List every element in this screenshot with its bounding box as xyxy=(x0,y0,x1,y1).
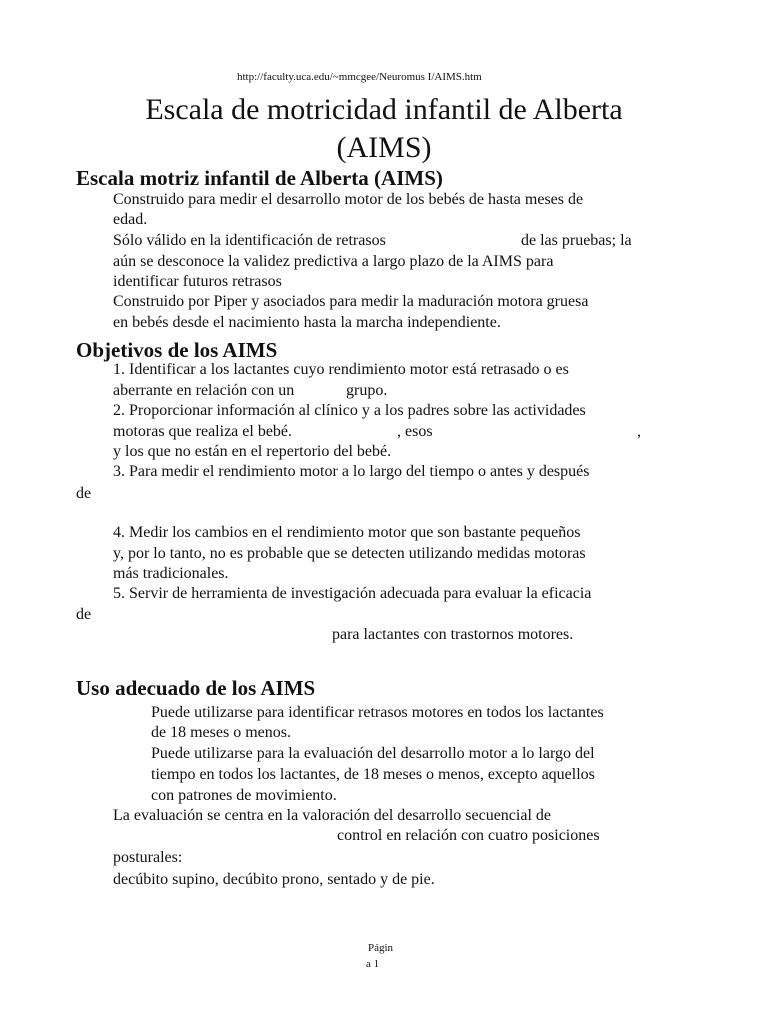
paragraph-line: decúbito supino, decúbito prono, sentado y de pie. xyxy=(113,871,435,888)
section-heading-escala: Escala motriz infantil de Alberta (AIMS) xyxy=(76,166,443,190)
list-item-line: 1. Identificar a los lactantes cuyo rendimiento motor está retrasado o es xyxy=(113,361,569,378)
paragraph-line: en bebés desde el nacimiento hasta la marcha independiente. xyxy=(113,314,501,331)
page-number-line-1: Págin xyxy=(368,942,394,954)
list-item-line: para lactantes con trastornos motores. xyxy=(332,626,574,643)
section-heading-uso: Uso adecuado de los AIMS xyxy=(76,676,316,700)
list-item-line: 3. Para medir el rendimiento motor a lo largo del tiempo o antes y después xyxy=(113,463,590,480)
list-item-line: y, por lo tanto, no es probable que se detecten utilizando medidas motoras xyxy=(113,545,586,562)
paragraph-line: identificar futuros retrasos xyxy=(113,273,282,290)
paragraph-line: aún se desconoce la validez predictiva a largo plazo de la AIMS para xyxy=(113,253,554,270)
page-number-line-2: a 1 xyxy=(366,958,380,970)
paragraph-line: de las pruebas; la xyxy=(521,232,632,249)
paragraph-line: Sólo válido en la identificación de retrasos xyxy=(113,232,386,249)
paragraph-line: edad. xyxy=(113,211,148,228)
list-item-line: de xyxy=(76,485,92,502)
paragraph-line: Puede utilizarse para la evaluación del desarrollo motor a lo largo del xyxy=(151,745,595,762)
paragraph-line: Construido por Piper y asociados para medir la maduración motora gruesa xyxy=(113,293,589,310)
paragraph-line: Construido para medir el desarrollo motor de los bebés de hasta meses de xyxy=(113,191,584,208)
list-item-line: grupo. xyxy=(346,382,388,399)
paragraph-line: tiempo en todos los lactantes, de 18 meses o menos, excepto aquellos xyxy=(151,766,595,783)
paragraph-line: posturales: xyxy=(113,849,183,866)
list-item-line: 2. Proporcionar información al clínico y a los padres sobre las actividades xyxy=(113,402,586,419)
paragraph-line: control en relación con cuatro posiciones xyxy=(337,827,600,844)
list-item-line: de xyxy=(76,606,92,623)
section-heading-objetivos: Objetivos de los AIMS xyxy=(76,338,278,362)
header-url: http://faculty.uca.edu/~mmcgee/Neuromus I/AIMS.htm xyxy=(237,71,482,83)
list-item-line: más tradicionales. xyxy=(113,565,229,582)
paragraph-line: La evaluación se centra en la valoración del desarrollo secuencial de xyxy=(113,807,551,824)
list-item-line: , esos xyxy=(397,423,433,440)
list-item-line: y los que no están en el repertorio del bebé. xyxy=(113,443,392,460)
list-item-line: , xyxy=(637,423,641,440)
paragraph-line: de 18 meses o menos. xyxy=(151,724,291,741)
list-item-line: 4. Medir los cambios en el rendimiento motor que son bastante pequeños xyxy=(113,524,581,541)
page-title-line-1: Escala de motricidad infantil de Alberta xyxy=(145,93,623,126)
list-item-line: 5. Servir de herramienta de investigación adecuada para evaluar la eficacia xyxy=(113,585,592,602)
page-title-line-2: (AIMS) xyxy=(336,131,432,164)
paragraph-line: Puede utilizarse para identificar retrasos motores en todos los lactantes xyxy=(151,704,604,721)
list-item-line: motoras que realiza el bebé. xyxy=(113,423,293,440)
list-item-line: aberrante en relación con un xyxy=(113,382,295,399)
paragraph-line: con patrones de movimiento. xyxy=(151,787,337,804)
